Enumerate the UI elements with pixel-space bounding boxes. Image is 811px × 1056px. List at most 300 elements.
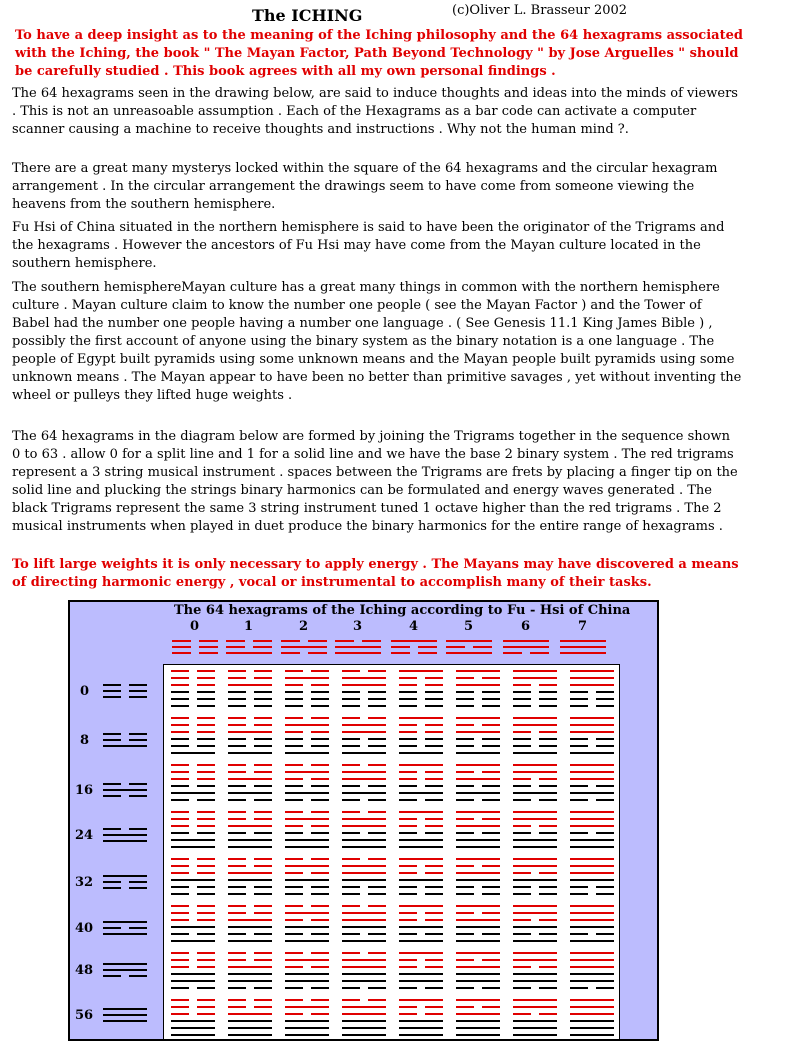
split-line [399,684,417,686]
split-line [342,886,360,888]
solid-line [513,670,557,672]
split-line [228,691,246,693]
solid-line [228,792,272,794]
solid-line [399,839,443,841]
split-line [103,927,121,929]
solid-line [570,872,614,874]
solid-line [570,973,614,975]
solid-line [456,980,500,982]
split-line [285,778,303,780]
hexagram [456,999,500,1039]
hexagram-grid [163,664,620,1040]
split-line [311,698,329,700]
split-line [285,684,303,686]
row-header-trigram [103,828,147,846]
solid-line [342,1006,386,1008]
split-line [281,640,300,642]
split-line [456,818,474,820]
hexagram [228,858,272,898]
split-line [129,684,147,686]
solid-line [456,905,500,907]
split-line [482,818,500,820]
split-line [171,912,189,914]
solid-line [342,872,386,874]
split-line [539,785,557,787]
split-line [425,771,443,773]
split-line [539,738,557,740]
split-line [171,865,189,867]
split-line [228,912,246,914]
split-line [197,818,215,820]
solid-line [335,646,381,648]
solid-line [570,771,614,773]
split-line [285,691,303,693]
split-line [172,652,191,654]
split-line [513,886,531,888]
split-line [446,646,465,648]
split-line [539,919,557,921]
split-line [197,684,215,686]
split-line [197,677,215,679]
split-line [311,691,329,693]
split-line [399,818,417,820]
row-label: 16 [75,783,94,798]
split-line [285,799,303,801]
solid-line [228,1013,272,1015]
split-line [171,1013,189,1015]
split-line [368,785,386,787]
solid-line [456,1027,500,1029]
hexagram [285,670,329,710]
solid-line [399,879,443,881]
split-line [513,919,531,921]
split-line [482,799,500,801]
split-line [254,670,272,672]
split-line [103,739,121,741]
hexagram [456,952,500,992]
solid-line [228,940,272,942]
solid-line [513,999,557,1001]
column-header-trigram [172,640,218,658]
split-line [228,959,246,961]
solid-line [342,959,386,961]
solid-line [285,724,329,726]
split-line [254,886,272,888]
solid-line [342,752,386,754]
split-line [513,825,531,827]
solid-line [513,973,557,975]
row-label: 40 [75,921,94,936]
solid-line [228,966,272,968]
solid-line [513,724,557,726]
split-line [228,893,246,895]
solid-line [103,1008,147,1010]
split-line [171,745,189,747]
hexagram [570,764,614,804]
solid-line [228,879,272,881]
solid-line [513,846,557,848]
column-header-trigram [226,640,272,658]
split-line [103,975,121,977]
split-line [342,799,360,801]
solid-line [570,879,614,881]
split-line [399,691,417,693]
split-line [311,919,329,921]
hexagram [171,717,215,757]
hexagram [513,999,557,1039]
split-line [171,799,189,801]
split-line [399,698,417,700]
solid-line [456,764,500,766]
split-line [285,764,303,766]
split-line [285,999,303,1001]
split-line [171,893,189,895]
split-line [281,652,300,654]
split-line [539,1013,557,1015]
split-line [285,952,303,954]
solid-line [228,980,272,982]
split-line [129,927,147,929]
split-line [228,905,246,907]
split-line [197,865,215,867]
solid-line [399,940,443,942]
split-line [199,640,218,642]
solid-line [399,764,443,766]
split-line [399,738,417,740]
solid-line [342,771,386,773]
solid-line [513,905,557,907]
split-line [197,724,215,726]
split-line [513,684,531,686]
split-line [171,825,189,827]
solid-line [285,912,329,914]
hexagram [399,952,443,992]
solid-line [570,752,614,754]
split-line [425,677,443,679]
split-line [368,832,386,834]
split-line [596,691,614,693]
solid-line [570,811,614,813]
hexagram [171,905,215,945]
split-line [103,733,121,735]
split-line [482,893,500,895]
solid-line [456,839,500,841]
diagram-title: The 64 hexagrams of the Iching according to Fu - Hsi of China [174,603,631,618]
split-line [425,959,443,961]
split-line [368,698,386,700]
solid-line [570,912,614,914]
split-line [197,771,215,773]
solid-line [171,1034,215,1036]
split-line [399,771,417,773]
split-line [254,999,272,1001]
solid-line [456,926,500,928]
hexagram [570,999,614,1039]
split-line [456,933,474,935]
solid-line [103,789,147,791]
split-line [342,893,360,895]
split-line [254,959,272,961]
hexagram [342,670,386,710]
hexagram [456,764,500,804]
split-line [254,987,272,989]
split-line [425,778,443,780]
split-line [311,832,329,834]
split-line [335,640,354,642]
split-line [570,893,588,895]
solid-line [342,966,386,968]
split-line [482,933,500,935]
solid-line [570,724,614,726]
solid-line [342,1013,386,1015]
split-line [399,745,417,747]
column-header-trigram [391,640,437,658]
solid-line [226,652,272,654]
split-line [311,872,329,874]
row-header-trigram [103,963,147,981]
solid-line [228,1027,272,1029]
solid-line [285,839,329,841]
solid-line [513,858,557,860]
split-line [226,640,245,642]
solid-line [103,1014,147,1016]
split-line [342,811,360,813]
hexagram [570,952,614,992]
split-line [103,783,121,785]
split-line [539,886,557,888]
solid-line [342,926,386,928]
split-line [596,785,614,787]
hexagram [570,858,614,898]
column-label: 6 [521,619,531,634]
split-line [570,691,588,693]
hexagram [285,952,329,992]
solid-line [228,872,272,874]
split-line [254,912,272,914]
split-line [171,919,189,921]
split-line [311,1013,329,1015]
solid-line [228,684,272,686]
split-line [570,745,588,747]
split-line [368,893,386,895]
split-line [456,705,474,707]
solid-line [285,940,329,942]
hexagram [342,858,386,898]
split-line [342,905,360,907]
split-line [399,959,417,961]
split-line [596,987,614,989]
split-line [285,1013,303,1015]
solid-line [513,980,557,982]
solid-line [342,677,386,679]
split-line [171,717,189,719]
solid-line [228,839,272,841]
solid-line [513,752,557,754]
column-label: 3 [353,619,363,634]
column-header-trigram [446,640,492,658]
split-line [254,677,272,679]
solid-line [399,1020,443,1022]
split-line [570,886,588,888]
split-line [570,738,588,740]
split-line [171,677,189,679]
split-line [513,738,531,740]
split-line [228,698,246,700]
split-line [254,818,272,820]
solid-line [570,717,614,719]
split-line [342,832,360,834]
solid-line [335,652,381,654]
split-line [482,698,500,700]
split-line [103,828,121,830]
solid-line [560,640,606,642]
solid-line [456,1034,500,1036]
split-line [539,832,557,834]
hexagram [399,999,443,1039]
split-line [254,764,272,766]
split-line [103,887,121,889]
split-line [425,825,443,827]
split-line [311,893,329,895]
split-line [129,783,147,785]
split-line [539,966,557,968]
solid-line [285,1020,329,1022]
split-line [254,745,272,747]
row-header-trigram [103,783,147,801]
split-line [425,684,443,686]
hexagram [228,905,272,945]
solid-line [103,969,147,971]
solid-line [399,717,443,719]
solid-line [456,846,500,848]
solid-line [103,875,147,877]
solid-line [570,1013,614,1015]
hexagram [570,717,614,757]
split-line [171,670,189,672]
hexagram [570,905,614,945]
solid-line [285,973,329,975]
split-line [171,858,189,860]
split-line [539,684,557,686]
split-line [171,999,189,1001]
split-line [399,785,417,787]
hexagram [342,952,386,992]
split-line [311,905,329,907]
solid-line [171,846,215,848]
split-line [539,731,557,733]
split-line [596,886,614,888]
solid-line [570,677,614,679]
solid-line [285,1034,329,1036]
split-line [368,999,386,1001]
split-line [171,684,189,686]
hexagram [513,905,557,945]
split-line [311,684,329,686]
split-line [311,799,329,801]
hexagram [171,999,215,1039]
solid-line [228,926,272,928]
hexagram [570,811,614,851]
split-line [368,799,386,801]
split-line [425,912,443,914]
row-label: 8 [80,733,90,748]
split-line [513,799,531,801]
split-line [285,905,303,907]
hexagram [228,999,272,1039]
hexagram [285,811,329,851]
solid-line [399,752,443,754]
split-line [342,764,360,766]
split-line [228,1006,246,1008]
split-line [197,886,215,888]
split-line [570,705,588,707]
split-line [171,905,189,907]
split-line [311,933,329,935]
split-line [171,818,189,820]
column-label: 0 [190,619,200,634]
split-line [482,1006,500,1008]
solid-line [570,818,614,820]
split-line [425,987,443,989]
solid-line [171,879,215,881]
solid-line [103,963,147,965]
split-line [285,825,303,827]
split-line [482,987,500,989]
split-line [311,886,329,888]
solid-line [399,811,443,813]
solid-line [228,1020,272,1022]
solid-line [456,940,500,942]
solid-line [456,952,500,954]
split-line [103,881,121,883]
solid-line [456,1020,500,1022]
split-line [539,893,557,895]
solid-line [342,839,386,841]
split-line [197,933,215,935]
split-line [482,705,500,707]
solid-line [570,980,614,982]
split-line [482,865,500,867]
split-line [311,825,329,827]
solid-line [342,818,386,820]
split-line [228,987,246,989]
split-line [456,677,474,679]
split-line [425,738,443,740]
solid-line [456,811,500,813]
split-line [513,966,531,968]
split-line [254,698,272,700]
column-header-trigram [281,640,327,658]
solid-line [456,778,500,780]
paragraph-mysteries: There are a great many mysterys locked within the square of the 64 hexagrams and the circular hexagram arrangement . In the circular arrangement the drawings seem to have come from someone viewing the heavens from the southern hemisphere. [12,161,718,212]
split-line [228,717,246,719]
solid-line [570,792,614,794]
hexagram [228,952,272,992]
solid-line [399,1034,443,1036]
split-line [285,832,303,834]
solid-line [342,846,386,848]
split-line [570,987,588,989]
split-line [418,652,437,654]
split-line [503,652,522,654]
solid-line [456,879,500,881]
split-line [311,858,329,860]
hexagram [228,811,272,851]
split-line [342,987,360,989]
solid-line [171,752,215,754]
row-header-trigram [103,921,147,939]
split-line [399,872,417,874]
